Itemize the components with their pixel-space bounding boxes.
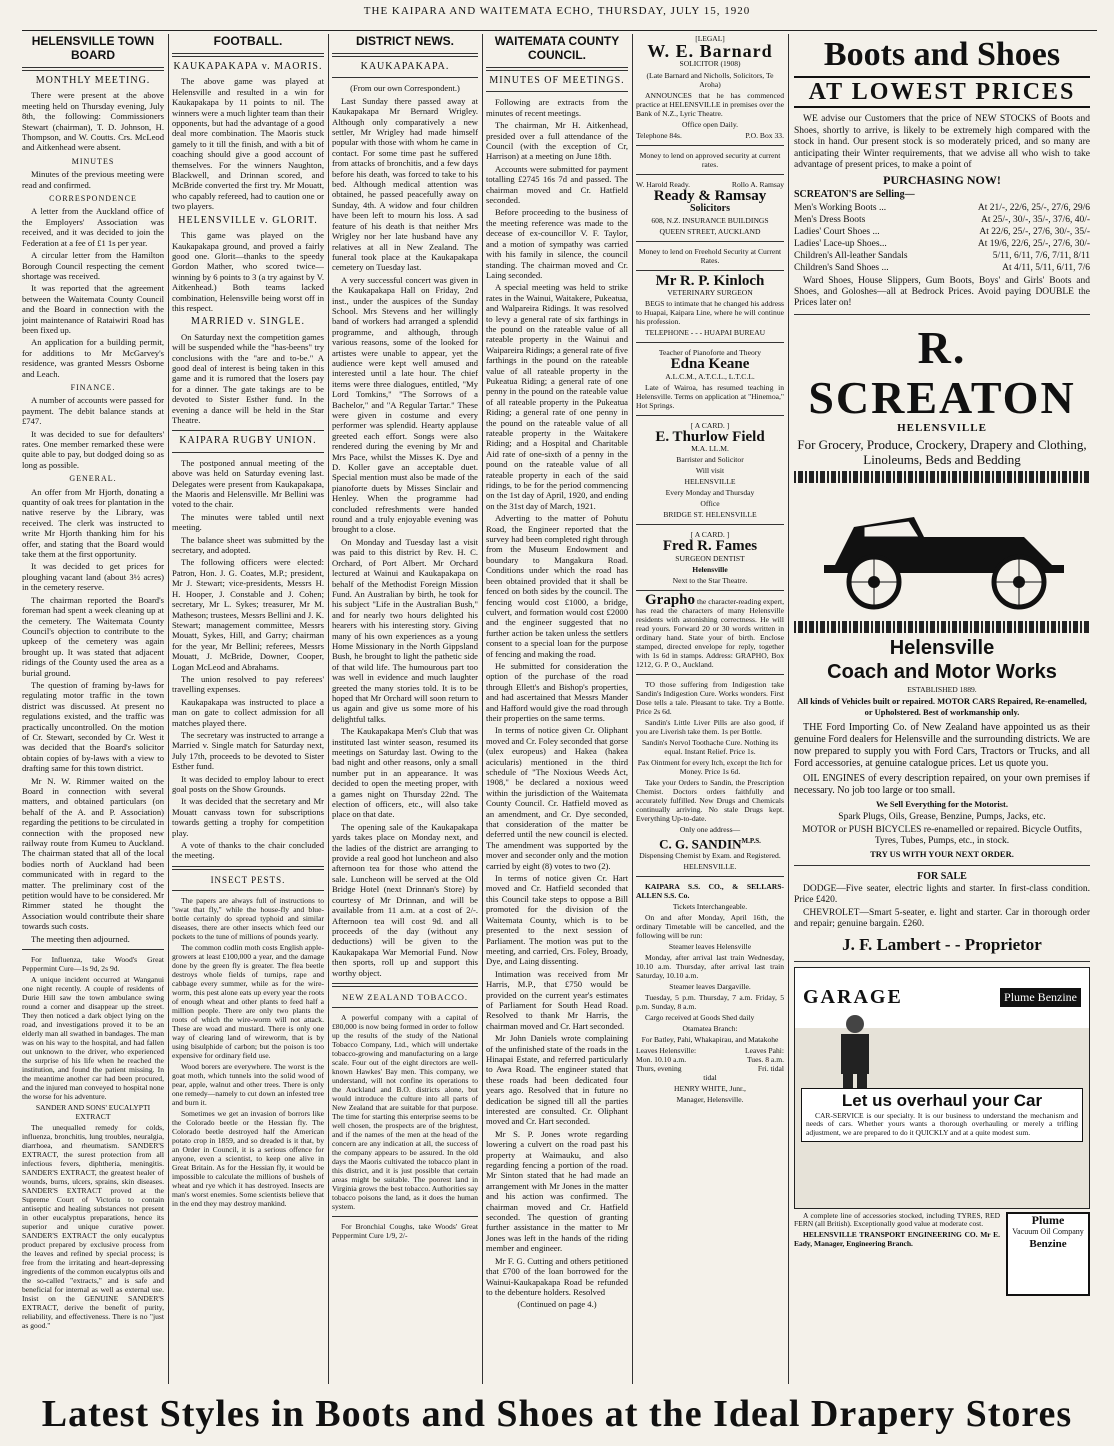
divider [332, 1216, 478, 1217]
correspondence-paragraph: A circular letter from the Hamilton Borough Council respecting the cement shortage was received. [22, 250, 164, 281]
grapho-text: the character-reading expert, has read the characters of many Helensville residents with astonishing correctness. He will read yours. Forward 20 or 30 words written in ordinary hand. State your of birth. Enclose stamped, directed envelope for reply, together with 1s 6d in stamps. Address: GRAPHO, Box 1212, G. P. O., Auckland. [636, 596, 784, 669]
price-row [794, 202, 1090, 214]
barnard-telephone: Telephone 84s. [636, 131, 682, 141]
kss-schedule-helensville: Monday, after arrival last train Wednesday, 10.10 a.m. Thursday, after arrival last train Saturday, 10.10 a.m. [636, 953, 784, 981]
council-paragraph: Accounts were submitted for payment totalling £2745 16s 7d and passed. The chairman moved and Cr. Hatfield seconded. [486, 163, 628, 206]
general-paragraph: The meeting then adjourned. [31, 933, 130, 944]
barnard-contact [636, 131, 784, 140]
masthead-rule [22, 30, 1097, 31]
kss-schedule-dargaville: Tuesday, 5 p.m. Thursday, 7 a.m. Friday, 5 p.m. Sunday, 8 a.m. [636, 993, 784, 1012]
divider [486, 67, 628, 71]
divider [636, 415, 784, 416]
rr-role: Solicitors [690, 202, 730, 214]
field-office: Office [700, 499, 720, 509]
price-value: At 4/11, 5/11, 6/11, 7/6 [1002, 262, 1090, 273]
divider [332, 53, 478, 57]
column-town-board [22, 34, 164, 1384]
field-visit: Will visit [695, 466, 725, 476]
district-paragraph: The Kaukapakapa Men's Club that was instituted last winter season, resumed its meetings on Saturday last. Owing to the bad night and other reasons, only a small number put in an appearance. It was decided to open the meeting proper, with a games night on Thursday 22nd. The election of officers, etc., will also take place on that date. [332, 726, 478, 820]
kss-otamatea: Otamatea Branch: [682, 1024, 738, 1034]
divider [636, 674, 784, 675]
kss-fri: Fri. tidal [757, 1064, 784, 1074]
accessories-text-block [794, 1212, 1000, 1296]
council-paragraph: The chairman, Mr H. Aitkenhead, presided over a full attendance of the Council (with the exception of Cr, Harrison) at a meeting on June 18th. [486, 120, 628, 162]
rugby-paragraph: It was decided to employ labour to erect goal posts on the Show Grounds. [172, 773, 324, 794]
bicycles: MOTOR or PUSH BICYCLES re-enamelled or repaired. Bicycle Outfits, Tyres, Tubes, Pumps, etc., in stock. [801, 824, 1083, 846]
rugby-paragraph: Kaukapakapa was instructed to place a man on gate to collect admission for all matches played there. [172, 696, 324, 728]
price-item: Ladies' Lace-up Shoes... [794, 238, 887, 249]
ford-notice: THE Ford Importing Co. of New Zealand have appointed us as their genuine Ford dealers for Helensville and the surrounding districts. We are now prepared to supply you with Ford Cars, Tractors or Trucks, and all Ford accessories, at genuine catalogue prices. Let us quote you. [794, 721, 1090, 769]
screaton-desc: For Grocery, Produce, Crockery, Drapery and Clothing, Linoleums, Beds and Bedding [797, 436, 1087, 467]
screaton-town: HELENSVILLE [897, 421, 987, 434]
ward-shoes-text: Ward Shoes, House Slippers, Gum Boots, Boys' and Girls' Boots and Shoes, and Goloshes—all at Bedrock Prices. Avoid paying DOUBLE the Prices later on! [794, 275, 1090, 308]
price-row [794, 250, 1090, 262]
finance-paragraph: A number of accounts were passed for payment. The debit balance stands at £747. [22, 395, 164, 427]
divider [486, 91, 628, 92]
football-paragraph: On Saturday next the competition games will be suspended while the "has-beens" try conclusions with the "are and to-be." A good deal of interest is being taken in this game and it is rumored that the losers pay for a dinner. The gate takings are to be devoted to Sister Esther fund. In the evening a dance will be held in the Star Theatre. [172, 331, 324, 425]
town-board-title: HELENSVILLE TOWN BOARD [31, 34, 155, 62]
council-paragraph: Following are extracts from the minutes of recent meetings. [486, 97, 628, 118]
kss-thurs: Thurs, evening [636, 1064, 682, 1074]
price-item: Children's All-leather Sandals [794, 250, 908, 261]
kss-steamer-dargaville: Steamer leaves Dargaville. [669, 982, 751, 992]
rugby-paragraph: It was decided that the secretary and Mr Mouatt canvass town for subscriptions towards getting a trophy for competition play. [172, 796, 324, 838]
lowest-prices-banner: AT LOWEST PRICES [794, 76, 1090, 108]
overhaul-box [801, 1088, 1083, 1142]
car-icon [794, 487, 1090, 617]
football-paragraph: This game was played on the Kaukapakapa ground, and proved a fairly good one. Glorit—thanks to the speedy Gordon Mather, who scored twice—winning by 6 points to 3 (a try against by V. Aitkenhead.) Both teams lacked combination, Helensville being worst off in this respect. [172, 230, 324, 313]
divider [172, 53, 324, 57]
coach-established: ESTABLISHED 1889. [907, 684, 977, 694]
general-heading: GENERAL. [69, 474, 117, 484]
grapho-ad [636, 591, 784, 669]
correspondence-paragraph: It was reported that the agreement between the Waitemata County Council and the Board in connection with the joint maintenance of Rataiwiri Road has been fixed up. [22, 283, 164, 335]
price-value: At 22/6, 25/-, 27/6, 30/-, 35/- [979, 226, 1090, 237]
insect-pests-heading: INSECT PESTS. [210, 874, 286, 885]
price-row [794, 214, 1090, 226]
indigestion-ad: TO those suffering from Indigestion take Sandin's Indigestion Cure. Works wonders. First Dose tells a tale. Pleasant to take. Try a Bottle. Price 2s 6d. [636, 679, 784, 716]
price-list [794, 202, 1090, 274]
divider [22, 67, 164, 71]
bronchial-notice: For Bronchial Coughs, take Woods' Great Peppermint Cure 1/9, 2/- [332, 1222, 478, 1241]
can-benzine: Benzine [1029, 1237, 1067, 1250]
mechanic-figure-icon [825, 1012, 885, 1092]
column-rule [632, 34, 633, 1384]
kinloch-telephone: TELEPHONE - - - HUAPAI BUREAU [645, 328, 766, 338]
garage-sign: GARAGE [803, 986, 903, 1008]
football-sub-married: MARRIED v. SINGLE. [190, 316, 305, 328]
district-paragraph: Last Sunday there passed away at Kaukapakapa Mr Bernard Wrigley. Although only comparatively a new settler, Mr Wrigley had made himself popular with those with whom he came in contact. For some time past he suffered from attacks of bronchitis, and a few days before his death, was forced to take to his bed. Although medical attention was obtained, he passed peacefully away on Sunday, 4th. A widow and four children have been left to mourn his loss. A sad feature of his death is that neither Mrs Wrigley nor her late husband have any relatives at all in New Zealand. The funeral took place at the Kaukapakapa cemetery on Tuesday last. [332, 95, 478, 273]
column-district-news [332, 34, 478, 1384]
screaton-selling: SCREATON'S are Selling— [794, 188, 915, 200]
influenza-notice: For Influenza, take Wood's Great Peppermint Cure—1s 9d, 2s 9d. [22, 955, 164, 974]
general-paragraph: Mr N. W. Rimmer waited on the Board in connection with several matters, and obtained particulars (on behalf of the A. and P. Association) regarding the petitions to be circulated in connection with the proposed new railway route from Kumeu to Auckland. The chairman stated that all of the local bodies north of Auckland had been communicated with in regard to the matter. The preliminary cost of the petition would have to be considered. Mr Rimmer stated he thought the Association would contribute their share towards such costs. [22, 775, 164, 932]
kss-intro: On and after Monday, April 16th, the ordinary Timetable will be cancelled, and the following will be run: [636, 913, 784, 941]
sandin-name [636, 836, 784, 850]
purchasing-now: PURCHASING NOW! [883, 172, 1001, 187]
rugby-paragraph: The balance sheet was submitted by the secretary, and adopted. [172, 534, 324, 556]
keane-text: Late of Wairoa, has resumed teaching in Helensville. Terms on application at "Hinemoa," Hot Springs. [636, 382, 784, 410]
kss-steamer-helensville: Steamer leaves Helensville [668, 942, 752, 952]
field-name: E. Thurlow Field [655, 428, 765, 445]
divider [794, 314, 1090, 315]
kinloch-text: BEGS to intimate that he changed his address to Huapai, Kaipara Line, where he will continue his profession. [636, 299, 784, 327]
kss-tidal: tidal [703, 1073, 717, 1083]
general-paragraph: The chairman reported the Board's foreman had spent a week cleaning up at the cemetery. The Waitemata County Council's objection to contribute to the upkeep of the cemetery was again brought up. It was stated that adjacent ridings of the County used the area as a burial ground. [22, 594, 164, 678]
divider [172, 452, 324, 453]
rugby-paragraph: The following officers were elected: Patron, Hon. J. G. Coates, M.P.; president, Mr J. Stewart; vice-presidents, Messrs H. H. Hooper, J. Constable and J. Cohen; secretary, Mr L. Sykes; treasurer, Mr M. Matheson; trustees, Messrs Bellini and J. K. Stewart; management committee, Messrs Mouatt, Sykes, Hill, and Garry; chairman for the year, Mr Bellini; referees, Messrs Mouatt, J. McBride, Downer, Cooper, Logan McLeod and Abrahams. [172, 557, 324, 672]
field-town: HELENSVILLE [684, 477, 736, 487]
money-lend-notice: Money to lend on approved security at current rates. [639, 151, 781, 170]
correspondence-paragraph: A letter from the Auckland office of the Employers' Association was received, and it was decided to join the Federation at a fee of £1 1s per year. [22, 206, 164, 248]
coach-title-1: Helensville [889, 636, 995, 659]
oil-engines: OIL ENGINES of every description repaired, on your own premises if necessary. No job too large or too small. [794, 772, 1090, 796]
accessories-text: A complete line of accessories stocked, including TYRES, RED FERN (all British). Exceptionally good value at moderate cost. [794, 1210, 1000, 1229]
rr-street: QUEEN STREET, AUCKLAND [659, 227, 761, 237]
district-paragraph: On Monday and Tuesday last a visit was paid to this district by Rev. H. C. Orchard, of Port Albert. Mr Orchard lectured at Wainui and Kaukapakapa on behalf of the Methodist Foreign Mission Fund. An Australian by birth, he took for his subject "Life in the Australian Bush," and for nearly two hours delighted his hearers with his interesting story. Giving many of his own experiences as a young Home Missionary in the North Gippsland Bush, he brought to light the pathetic side of that wild life. The humourous part too was well in evidence and much laughter greeted the many stories told. It is to be hoped that Mr Orchard will soon return to us again and give us some more of his delightful talks. [332, 536, 478, 724]
barnard-text: ANNOUNCES that he has commenced practice at HELENSVILLE in premises over the Bank of N.Z., Lyric Theatre. [636, 91, 784, 119]
card-label: [ A CARD. ] [690, 530, 730, 540]
finance-heading: FINANCE. [70, 382, 116, 392]
kss-tue: Tues. 8 a.m. [746, 1055, 784, 1065]
continued-note: (Continued on page 4.) [517, 1299, 597, 1310]
county-council-sub: MINUTES OF MEETINGS. [489, 75, 625, 86]
column-rule [788, 34, 789, 1384]
sandin-town: HELENSVILLE. [683, 862, 737, 872]
divider [636, 145, 784, 146]
sandin-name-text: C. G. SANDIN [659, 835, 742, 851]
football-sub-glorit: HELENSVILLE v. GLORIT. [178, 214, 318, 226]
rr-name: Ready & Ramsay [653, 188, 767, 205]
price-value: 5/11, 6/11, 7/6, 7/11, 8/11 [992, 250, 1090, 261]
price-value: At 25/-, 30/-, 35/-, 37/6, 40/- [981, 214, 1090, 225]
accessories-block [794, 1212, 1090, 1296]
money-lend-freehold: Money to lend on Freehold Security at Current Rates. [638, 247, 782, 266]
general-paragraph: An offer from Mr Hjorth, donating a quantity of oak trees for plantation in the native reserve by the Library, was received. The clerk was instructed to write Mr Hjorth thanking him for his offer, and stating that the Board would take them at the first opportunity. [22, 486, 164, 560]
boots-advice: WE advise our Customers that the price of NEW STOCKS of Boots and Shoes, shortly to arrive, is likely to be extremely high compared with the stock in hand. Our present stock is so moderately priced, and so many are anticipating their Winter requirements, that we advise all who wish to take advantage of present prices, to make a point of [794, 114, 1090, 170]
fames-town: Helensville [692, 564, 728, 574]
council-paragraph: Mr John Daniels wrote complaining of the unfinished state of the roads in the Hinapai Estate, and referred particularly to Awa Road. The engineer stated that these roads had been dedicated four years ago. Resolved that in future no dedication be signed till all the parties interested are consulted. Cr. Oliphant moved and Cr. Hart seconded. [486, 1033, 628, 1127]
divider [172, 890, 324, 891]
town-board-intro: There were present at the above meeting held on Thursday evening, July 8th, the following: Commissioners Stewart (chairman), T. D. Johnson, H. Thompson, and W. Coutts. Crs. McLeod and Aitkenhead were absent. [22, 90, 164, 153]
rugby-paragraph: The minutes were tabled until next meeting. [172, 511, 324, 533]
motorist-line: We Sell Everything for the Motorist. [875, 798, 1009, 809]
insect-paragraph: Sometimes we get an invasion of borrors like the Colorado beetle or the Hessian fly. The Colorado beetle destroyed half the American potato crop in 1859, and so dreaded is it that, by an Order in Council, it is a serious offence for anyone, even a scientist, to keep one alive in Great Britain. As for the Hessian fly, it would be impossible to calculate the millions of bushels of wheat and rye which it has destroyed. Insects are man's worst enemies. Some scientists believe that in the end they may destroy mankind. [172, 1109, 324, 1209]
oil-can-icon [1006, 1212, 1090, 1296]
field-days: Every Monday and Thursday [665, 488, 755, 498]
rr-partner-right: Rollo A. Ramsay [731, 180, 784, 190]
barnard-hours: Office open Daily. [681, 120, 739, 130]
keane-quals: A.L.C.M., A.T.C.L., L.T.C.L. [665, 371, 755, 381]
can-brand: Plume [1031, 1212, 1065, 1227]
insect-paragraph: The papers are always full of instructions to "swat that fly," while the house-fly and blue-bottle certainly do spread typhoid and similar diseases, there are other insects which feed our pockets to the tune of millions of pounds yearly. [172, 896, 324, 942]
divider [636, 342, 784, 343]
finance-paragraph: It was decided to sue for defaulters' rates. One member remarked these were quite able to pay, but dodged doing so as long as possible. [22, 428, 164, 470]
price-row [794, 226, 1090, 238]
divider [22, 949, 164, 950]
council-paragraph: Mr S. P. Jones wrote regarding lowering a culvert on the road past his property at Waimauku, and also regarding fencing a portion of the road. Mr Sinton stated that he had made an arrangement with Mr Jones in the matter and his action was confirmed. The chairman moved and Cr. Hatfield seconded. The question of granting further assistance in the matter to Mr Jones was left in the hands of the riding member and engineer. [486, 1128, 628, 1254]
garage-advertisement [794, 967, 1090, 1209]
kss-for: For Batley, Pahi, Whakapirau, and Matakohe [641, 1035, 779, 1045]
transport-co: HELENSVILLE TRANSPORT ENGINEERING CO. Mr E. Eady, Manager, Engineering Branch. [794, 1230, 1000, 1248]
district-paragraph: The opening sale of the Kaukapakapa yards takes place on Monday next, and the ladies of the district are arranging to provide a real good hot luncheon and also afternoon tea for those who attend the sale. Luncheon will be served at the Old Bridge Hotel (next Drinnan's Store) by courtesy of Mr Drinnan, and will be available from 11 a.m. at a cost of 2/-. Afternoon tea will cost 9d. and all proceeds of the day (without any deductions) will be given to the Kaukapakapa War Memorial Fund. Now then sports, roll up and support this worthy object. [332, 821, 478, 978]
price-row [794, 262, 1090, 274]
plume-sign: Plume Benzine [1000, 988, 1081, 1007]
minutes-heading: MINUTES [71, 156, 115, 166]
field-address: BRIDGE ST. HELENSVILLE [663, 510, 757, 520]
car-service-text: CAR-SERVICE is our specialty. It is our business to understand the mechanism and needs of cars. Whether yours wants a thorough overhauling or merely a trifling adjustment, we are prepared to do it QUICKLY and at a quite modest sum. [806, 1110, 1078, 1138]
column-rule [168, 34, 169, 1384]
council-paragraph: Adverting to the matter of Pohutu Road, the Engineer reported that the survey had been completed right through from the Museum Endowment and boundary to Mangakura Road. Conditions under which the road has been obtained provided that it shall be fenced on both sides by the council. The fencing would cost £1000, a bridge, culvert, and formation would cost £2000 and the engineer suggested that no further action be taken unless the settlers consent to a special loan for the purpose of fencing and making the road. [486, 513, 628, 659]
price-row [794, 238, 1090, 250]
footer-banner: Latest Styles in Boots and Shoes at the Ideal Drapery Stores [41, 1393, 1073, 1435]
kss-cargo: Cargo received at Goods Shed daily [645, 1013, 755, 1023]
sandin-orders: Take your Orders to Sandin, the Prescription Chemist. Doctors orders faithfully and accurately fulfilled. New Drugs and Chemicals continually arriving. No stale Drugs kept. Everything Up-to-date. [636, 777, 784, 823]
council-paragraph: Intimation was received from Mr Harris, M.P., that £750 would be provided on the current year's estimates of Parliament for South Head Road. Resolved to thank Mr Harris, the chairman moved and Cr. Hart seconded. [486, 968, 628, 1031]
barnard-box: P.O. Box 33. [745, 131, 784, 141]
council-paragraph: Mr F. G. Cutting and others petitioned that £700 of the loan borrowed for the Wainui-Kaukapakapa Road be refunded to the debenture holders. Resolved [486, 1255, 628, 1297]
divider [636, 174, 784, 175]
price-value: At 19/6, 22/6, 25/-, 27/6, 30/- [977, 238, 1090, 249]
divider [794, 961, 1090, 962]
can-text: Vacuum Oil Company [1012, 1226, 1084, 1236]
kss-manager-title: Manager, Helensville. [676, 1095, 744, 1105]
fames-location: Next to the Star Theatre. [672, 575, 748, 585]
kss-mon: Mon. 10.10 a.m. [636, 1055, 687, 1065]
divider [636, 590, 784, 591]
barnard-role: SOLICITOR (1908) [679, 58, 741, 68]
divider [636, 270, 784, 271]
county-council-title: WAITEMATA COUNTY COUNCIL. [494, 34, 620, 62]
divider [636, 876, 784, 877]
district-news-sub: KAUKAPAKAPA. [360, 61, 450, 72]
field-quals: M.A. LL.M. [691, 444, 729, 454]
lambert-proprietor: J. F. Lambert - - Proprietor [842, 934, 1042, 954]
fames-role: SURGEON DENTIST [675, 553, 745, 563]
decorative-border [794, 471, 1090, 483]
barnard-note: (Late Barnard and Nicholls, Solicitors, Te Aroha) [646, 71, 774, 90]
dodge-sale: DODGE—Five seater, electric lights and starter. In first-class condition. Price £420. [794, 883, 1090, 905]
kss-leaves-row [636, 1046, 784, 1055]
card-label: [ A CARD. ] [690, 420, 730, 430]
keane-name: Edna Keane [670, 356, 750, 373]
toothache-ad: Sandin's Nervol Toothache Cure. Nothing its equal. Instant Relief. Price 1s. [641, 737, 779, 756]
kss-tickets: Tickets Interchangeable. [672, 902, 748, 912]
overhaul-title: Let us overhaul your Car [841, 1090, 1043, 1110]
fames-name: Fred R. Fames [662, 538, 758, 555]
kss-heading: KAIPARA S.S. CO., & SELLARS-ALLEN S.S. Co. [636, 882, 784, 901]
football-sub-kaukapakapa: KAUKAPAKAPA v. MAORIS. [173, 61, 323, 72]
general-paragraph: It was decided to get prices for ploughing vacant land (about 3½ acres) in the cemetery reserve. [22, 561, 164, 593]
barnard-name: W. E. Barnard [647, 41, 773, 62]
rr-partner-left: W. Harold Ready. [636, 180, 691, 190]
council-paragraph: In terms of notice given Cr. Hart moved and Cr. Hatfield seconded that this Council take steps to oppose a Bill promoted for the division of the Waitemata County, which is to be presented to the next session of Parliament. The motion was put to the meeting, and carried, Crs. Foley, Broady, Dye, and Laing dissenting. [486, 873, 628, 967]
masthead: THE KAIPARA AND WAITEMATA ECHO, THURSDAY, JULY 15, 1920 [363, 5, 751, 17]
council-paragraph: In terms of notice given Cr. Oliphant moved and Cr. Foley seconded that gorse (ulex europeus) and Hakea (hakea acicularis) mentioned in the third schedule of "The Noxious Weeds Act, 1908," be declared a noxious weed within the jurisdiction of the Waitemata County Council. Cr. Hatfield moved as an amendment, and Cr. Dye seconded, that consideration of the matter be deferred until the new council is elected. The amendment was supported by the mover and seconder only and the motion carried by eight (8) votes to two (2). [486, 725, 628, 871]
insect-paragraph: Wood borers are everywhere. The worst is the goat moth, which tunnels into the solid wood of pear, apple, walnut and other trees. There is only one remedy—namely to cut down an infested tree and burn it. [172, 1062, 324, 1108]
rugby-paragraph: The postponed annual meeting of the above was held on Saturday evening last. Delegates were present from Kaukapakapa, the Maoris and Helensville. Mr Bellini was voted to the chair. [172, 457, 324, 510]
spark-plugs: Spark Plugs, Oils, Grease, Benzine, Pumps, Jacks, etc. [838, 811, 1046, 822]
correspondence-paragraph: An application for a building permit, for additions to Mr McGarvey's residence, was granted Messrs Osborne and Leach. [22, 337, 164, 379]
correspondent-byline: (From our own Correspondent.) [350, 83, 460, 94]
divider [794, 865, 1090, 866]
grapho-word: Grapho [645, 591, 696, 608]
column-rule [328, 34, 329, 1384]
legal-label: [LEGAL] [695, 34, 725, 43]
rugby-paragraph: The secretary was instructed to arrange a Married v. Single match for Saturday next, July 17th, proceeds to be devoted to Sister Esther fund. [172, 729, 324, 772]
sanders-text: The unequalled remedy for colds, influenza, bronchitis, lung troubles, neuralgia, diarrhoea, and rheumatism. SANDER'S EXTRACT, the surest protection from all infectious fevers, diphtheria, meningitis. SANDER'S EXTRACT, the greatest healer of wounds, burns, ulcers, sprains, skin diseases. SANDER'S EXTRACT proved at the Supreme Court of Victoria to contain antiseptic and healing substances not present in other eucalyptus preparations, hence its superior and unique curative power. SANDER'S EXTRACT the only eucalyptus product prepared by exclusive process from the leaves and refined by special process; is free from the irritating and heart-depressing ingredients of the common eucalyptus oils and the so-called "extracts," and is safe and beneficial for internal as well as external use. Insist on the GENUINE SANDER'S EXTRACT, derive the benefit of purity, reliability, and effectiveness. There is no "just as good." [22, 1123, 164, 1331]
column-football [172, 34, 324, 1384]
district-news-title: DISTRICT NEWS. [356, 34, 454, 48]
minutes-text: Minutes of the previous meeting were read and confirmed. [22, 169, 164, 190]
divider [636, 524, 784, 525]
rugby-paragraph: A vote of thanks to the chair concluded the meeting. [172, 840, 324, 861]
town-board-subtitle: MONTHLY MEETING. [35, 75, 151, 86]
chevrolet-sale: CHEVROLET—Smart 5-seater, e. light and starter. Car in thorough order and repair; genuine bargain. £260. [794, 907, 1090, 929]
council-paragraph: A special meeting was held to strike rates in the Wainui, Waitakere, Pukeatua, and Walpareira Ridings. It was resolved to levy a general rate of six farthings in the pound on the rateable value of all rateable property in the Wainui and Waipareira Ridings; a general rate of five farthings in the pound on the rateable value of all rateable property in the Pukeatua Riding; a general rate of one penny in the pound on the rateable value of all rateable property in the Pukeatua Riding; a general rate of one penny in the pound on the rateable value of all rateable property in the Waitakere Riding; and a Hospital and Charitable Aid rate of one-sixth of a penny in the pound on the rateable value of all rateable property in each of the said ridings, to be for the period commencing on the 1st day of April, 1920, and ending on the 31st day of March, 1921. [486, 282, 628, 511]
pax-ointment-ad: Pax Ointment for every Itch, except the Itch for Money. Price 1s 6d. [637, 757, 783, 776]
motor-car-illustration [794, 487, 1090, 617]
district-paragraph: A very successful concert was given in the Kaukapakapa Hall on Friday, 2nd inst., under the auspices of the Sunday School. Mrs Stevens and her willingly band of workers had arranged a splendid programme, and although, through various reasons, some of the looked for artistes were unable to appear, yet the audience were kept well amused and interested until a late hour. The chief items were three dialogues, entitled, "My Lord Tomkins," "The Sorrows of a Bachelor," and "A Regular Tartar." These were given in costume and every performer was splendid. Hearty applause greeted each effort. Songs were also rendered during the evening by Mr and Mrs Pace, whilst the Misses K. Dye and D. Koller gave an acceptable duet. Special mention must also be made of the pianoforte duets by Misses Sinclair and Henley. When the programme had concluded refreshments were handed round and a truly enjoyable evening was brought to a close. [332, 274, 478, 535]
rugby-union-heading: KAIPARA RUGBY UNION. [179, 435, 317, 447]
liver-pills-ad: Sandin's Little Liver Pills are also good, if you are Liverish take them. 1s per Bottle. [636, 717, 784, 736]
kinloch-name: Mr R. P. Kinloch [655, 273, 765, 290]
divider [332, 983, 478, 987]
divider [172, 430, 324, 431]
sanders-heading: SANDER AND SONS' EUCALYPTI EXTRACT [35, 1103, 151, 1122]
price-item: Men's Dress Boots [794, 214, 866, 225]
price-item: Men's Working Boots ... [794, 202, 887, 213]
kss-leaves-pahi: Leaves Pahi: [744, 1046, 784, 1056]
try-us: TRY US WITH YOUR NEXT ORDER. [870, 848, 1014, 859]
price-item: Ladies' Court Shoes ... [794, 226, 880, 237]
tobacco-heading: NEW ZEALAND TOBACCO. [341, 991, 468, 1002]
general-paragraph: The question of framing by-laws for regulating motor traffic in the town district was discussed. At present no regulations existed, and the traffic was practically uncontrolled. On the motion of Cr. Stewart, seconded by Cr. West it was decided that the Board's solicitor obtain copies of by-laws with a view to drafting same for this town district. [22, 679, 164, 774]
kss-row-2 [636, 1064, 784, 1073]
column-professional-ads [636, 34, 784, 1384]
column-county-council [486, 34, 628, 1384]
wanganui-incident: A unique incident occurred at Wanganui one night recently. A couple of residents of Durie Hill saw the town ambulance swing round a corner and disappear up the street. They then noticed a dark object lying on the road, and investigations proved it to be an elderly man all swathed in bandages. The man was on his way to the hospital, and had fallen out unknown to the driver, who experienced the surprise of his life when he reached the institution, and found the patient missing. In the meantime another car had been procured, and the injured man conveyed to hospital none the worse for his adventure. [22, 975, 164, 1102]
council-paragraph: Before proceeding to the business of the meeting reference was made to the decease of ex-councillor V. F. Taylor, and a motion of sympathy was carried with his family in silence, the council standing. The chairman moved and Cr. Laing seconded. [486, 207, 628, 280]
football-title: FOOTBALL. [213, 34, 283, 48]
field-role: Barrister and Solicitor [676, 455, 744, 465]
divider [172, 866, 324, 870]
divider [636, 241, 784, 242]
boots-shoes-title: Boots and Shoes [823, 36, 1061, 73]
price-item: Children's Sand Shoes ... [794, 262, 889, 273]
keane-heading: Teacher of Pianoforte and Theory [658, 348, 762, 358]
column-display-ads [794, 34, 1090, 1384]
sandin-quals: M.P.S. [741, 836, 761, 845]
council-paragraph: He submitted for consideration the option of the purchase of the road through Ellett's and Bishop's properties, and had ascertained that Messrs Mander and Hafford would give the road through their properties on the same terms. [486, 660, 628, 723]
kss-manager: HENRY WHITE, Junr., [674, 1084, 746, 1094]
tobacco-paragraph: A powerful company with a capital of £80,000 is now being formed in order to follow up the results of the study of the National Tobacco Company, Ltd., which will undertake tobacco-growing and manufacturing on a large scale. Four out of the eight directors are well-known Hawkes' Bay men. This company, we understand, will not confine its operations to the Auckland and B.O. districts alone, but would introduce the culture into all parts of New Zealand that are suitable for that purpose. The time for starting this enterprise seems to be well chosen, the prospects are of the brightest, and if the names of the men at the head of the concern are any indication at all, the success of the company appears to be assured. In the old days the Maoris cultivated the tobacco plant in this district, and it is just possible that certain areas might be suitable. The poorest land in Virginia grows the best tobacco. Authorities say tobacco poisons the land, as it does the human system. [332, 1013, 478, 1212]
sandin-only: Only one address— [679, 824, 741, 834]
sandin-role: Dispensing Chemist by Exam. and Registered. [639, 851, 781, 861]
coach-description: All kinds of Vehicles built or repaired. MOTOR CARS Repaired, Re-enamelled, or Upholstered. Best of workmanship only. [797, 695, 1087, 717]
correspondence-heading: CORRESPONDENCE [49, 194, 137, 204]
kinloch-role: VETERINARY SURGEON [667, 288, 753, 298]
kss-row-1 [636, 1055, 784, 1064]
screaton-name: R. SCREATON [808, 321, 1076, 423]
kss-leaves-helensville: Leaves Helensville: [636, 1046, 697, 1056]
price-value: At 21/-, 22/6, 25/-, 27/6, 29/6 [977, 202, 1090, 213]
decorative-border [794, 621, 1090, 633]
divider [332, 1007, 478, 1008]
coach-title-2: Coach and Motor Works [827, 660, 1057, 683]
rugby-paragraph: The union resolved to pay referees' travelling expenses. [172, 673, 324, 695]
for-sale-heading: FOR SALE [917, 870, 967, 882]
rr-address: 608, N.Z. INSURANCE BUILDINGS [651, 216, 769, 226]
divider [332, 77, 478, 78]
column-rule [482, 34, 483, 1384]
insect-paragraph: The common codlin moth costs English apple-growers at least £100,000 a year, and the damage done by the green fly is greater. The flea beetle destroys whole fields of turnips, rape and cabbage every summer, while as for the wire-worm, this pest alone eats up every year the roots of enough wheat and other plants to feed half a million people. There are only two plants the roots of which the wire-worm will not attack. These are woad and mustard. There is only one way of clearing land of wireworm, that is by using bisulphide of carbon; but the poison is too expensive for ordinary field use. [172, 943, 324, 1061]
football-paragraph: The above game was played at Helensville and resulted in a win for Kaukapakapa by 11 points to nil. The winners were a much lighter team than their opponents, but had the advantage of a good deal more combination. The Maoris stuck gamely to it till the finish, and with a bit of coaching should give a good account of themselves. For the winners Naughton, Blackwell, and Drinnan scored, and McBride converted the first try. Mr Mouatt, who capably refereed, had to caution one or two players. [172, 76, 324, 212]
